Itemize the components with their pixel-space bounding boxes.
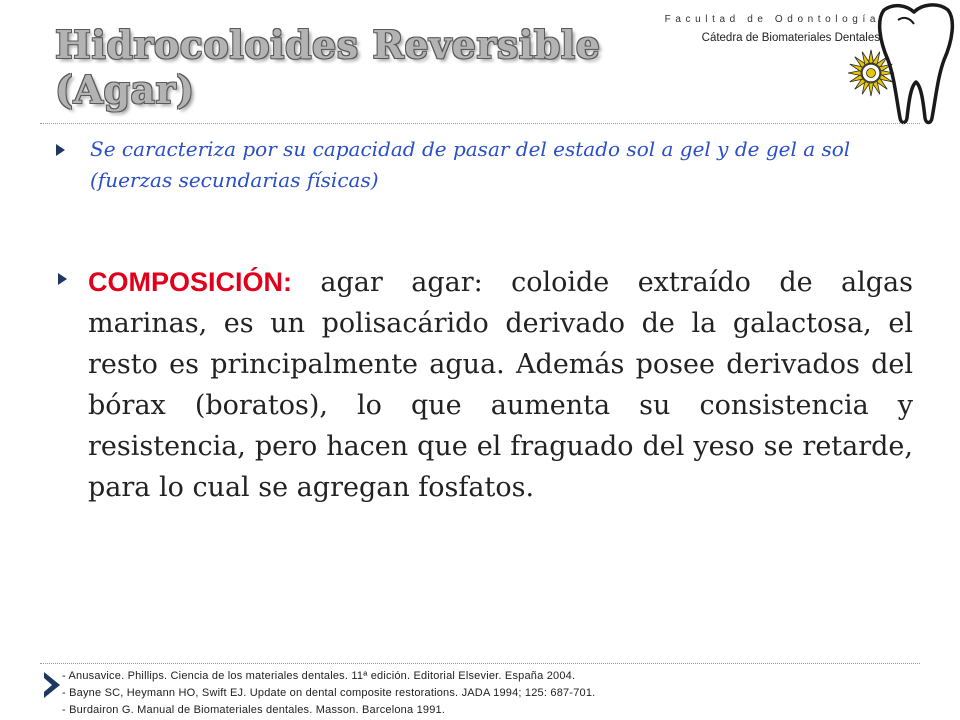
composition-text: agar agar: coloide extraído de algas marinas, es un polisacárido derivado de la galactosa, el resto es principalmente agua. Además posee derivados del bórax (boratos), lo que aumenta su consistencia y resistencia, pero hacen que el fraguado del yeso se retarde, para lo cual se agregan fosfatos. [88,267,913,503]
slide-title [55,22,615,112]
composition-label: COMPOSICIÓN: [88,267,293,297]
triangle-right-icon [56,144,65,156]
header-divider [40,123,920,124]
references-list [62,668,942,719]
footer-divider [40,663,920,664]
title-line-2: (Agar) [55,67,195,112]
triangle-right-icon [58,273,67,285]
chair-name: Cátedra de Biomateriales Dentales [701,32,880,44]
reference-item: - Anusavice. Phillips. Ciencia de los materiales dentales. 11ª edición. Editorial Elsevier. España 2004. [62,670,576,682]
pennant-arrow-icon [40,668,64,702]
tooth-outline-icon [876,0,956,132]
bullet-sol-gel: Se caracteriza por su capacidad de pasar del estado sol a gel y de gel a sol (fuerzas secundarias físicas) [90,137,851,192]
reference-item: - Bayne SC, Heymann HO, Swift EJ. Update on dental composite restorations. JADA 1994; 125: 687-701. [62,687,596,699]
title-line-1: Hidrocoloides Reversible [55,22,601,67]
bullet-composition [88,262,913,508]
faculty-name: Facultad de Odontología [664,14,880,25]
reference-item: - Burdairon G. Manual de Biomateriales dentales. Masson. Barcelona 1991. [62,704,446,716]
